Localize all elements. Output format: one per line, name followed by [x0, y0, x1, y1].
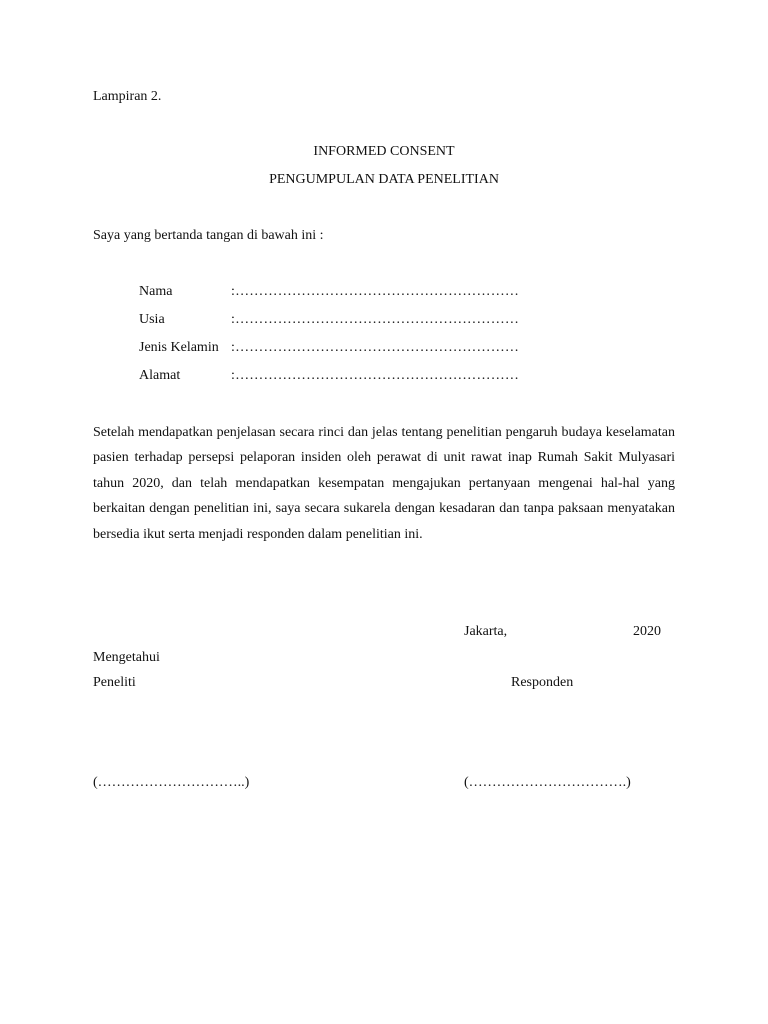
field-label-jenis-kelamin: Jenis Kelamin [139, 340, 219, 355]
field-value-usia: :…………………………………………………… [231, 312, 520, 327]
field-label-alamat: Alamat [139, 368, 181, 383]
intro-text: Saya yang bertanda tangan di bawah ini : [93, 228, 324, 243]
consent-statement: Setelah mendapatkan penjelasan secara rinci dan jelas tentang penelitian pengaruh budaya keselamatan pasien terhadap persepsi pelaporan insiden oleh perawat di unit rawat inap Rumah Sakit Mulyasari tahun 2020, dan telah mendapatkan kesempatan mengajukan pertanyaan mengenai hal-hal yang berkaitan dengan penelitian ini, saya secara sukarela dengan kesadaran dan tanpa paksaan menyatakan bersedia ikut serta menjadi responden dalam penelitian ini. [93, 425, 675, 542]
field-label-nama: Nama [139, 284, 173, 299]
respondent-signature-line: (…………………………….) [464, 775, 631, 790]
field-label-usia: Usia [139, 312, 165, 327]
acknowledged-label: Mengetahui [93, 650, 160, 665]
signature-place: Jakarta, [464, 624, 508, 639]
appendix-label: Lampiran 2. [93, 89, 162, 104]
field-value-jenis-kelamin: :…………………………………………………… [231, 340, 520, 355]
respondent-label: Responden [511, 675, 574, 690]
field-value-alamat: :…………………………………………………… [231, 368, 520, 383]
researcher-signature-line: (…………………………..) [93, 775, 250, 790]
researcher-label: Peneliti [93, 675, 136, 690]
title-line-1: INFORMED CONSENT [313, 144, 455, 159]
field-value-nama: :…………………………………………………… [231, 284, 520, 299]
signature-year: 2020 [633, 624, 661, 639]
title-line-2: PENGUMPULAN DATA PENELITIAN [269, 172, 499, 187]
